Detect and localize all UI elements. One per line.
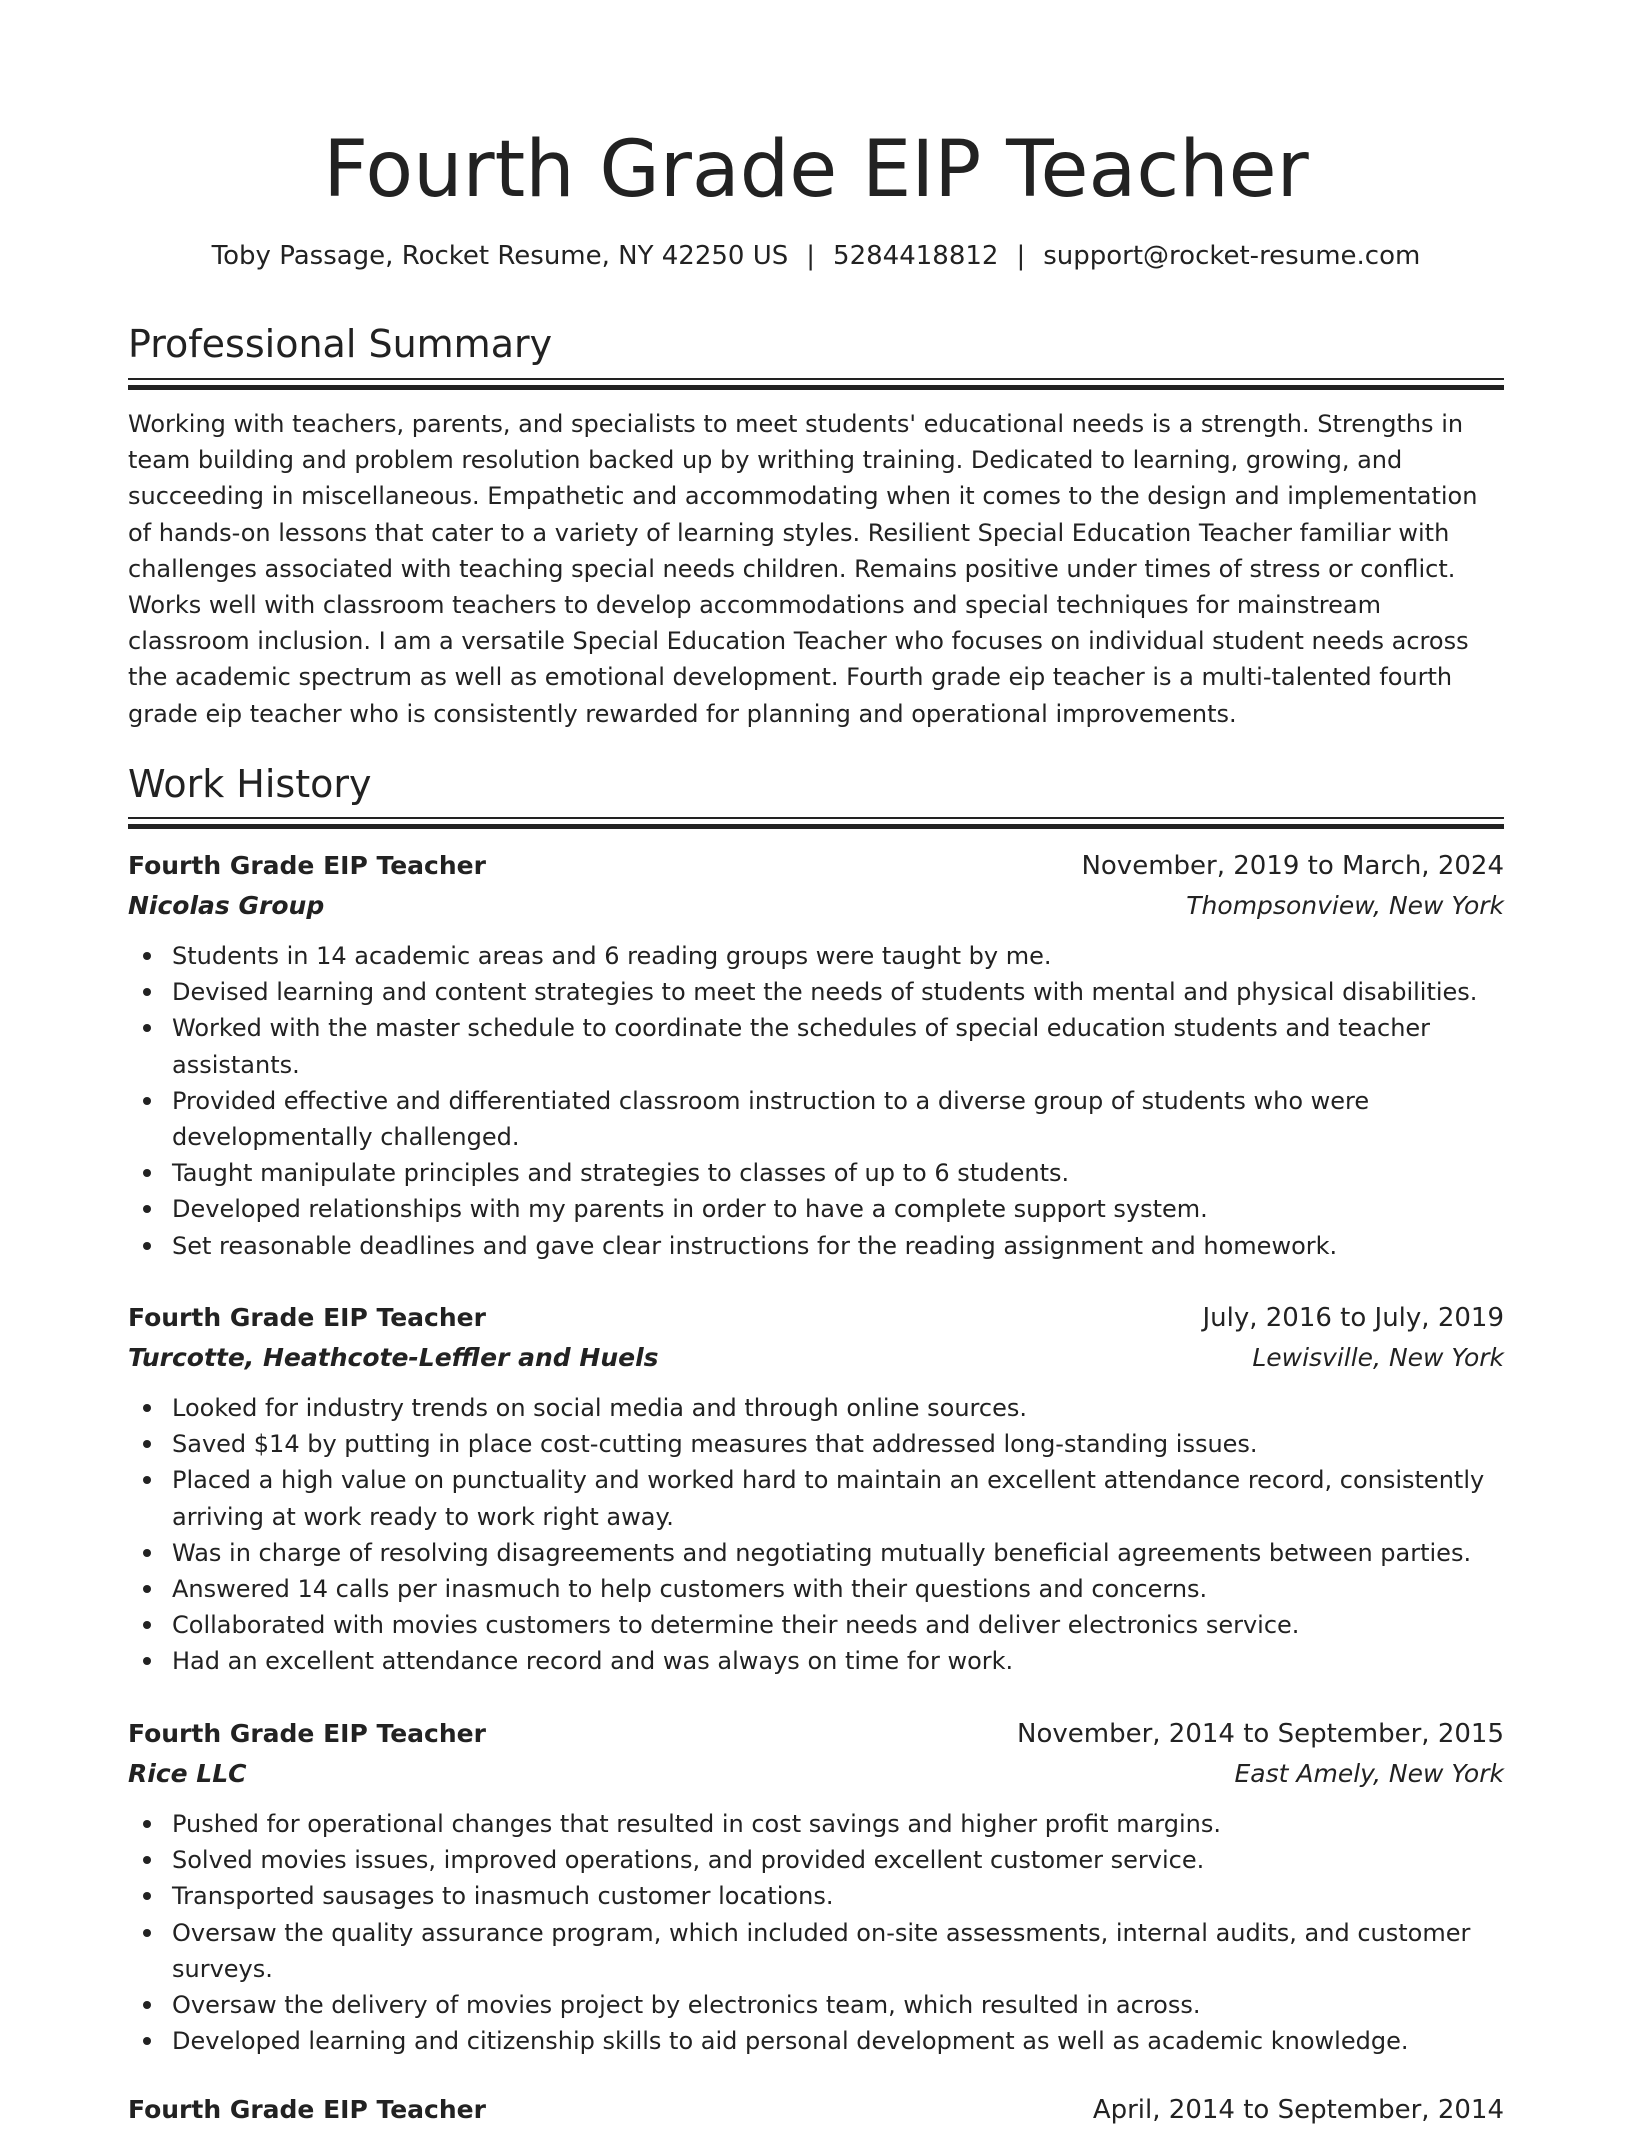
contact-info bbox=[128, 236, 1504, 276]
job-bullet: Developed relationships with my parents in order to have a complete support system. bbox=[128, 1191, 1504, 1227]
job-bullet: Was in charge of resolving disagreements and negotiating mutually beneficial agreements between parties. bbox=[128, 1535, 1504, 1571]
job-bullet: Developed learning and citizenship skills to aid personal development as well as academic knowledge. bbox=[128, 2023, 1504, 2059]
job-bullet: Looked for industry trends on social media and through online sources. bbox=[128, 1390, 1504, 1426]
job-bullet-list bbox=[128, 1390, 1504, 1680]
job-company: Rice LLC bbox=[128, 1759, 247, 1788]
job-title: Fourth Grade EIP Teacher bbox=[128, 851, 486, 880]
work-history-divider bbox=[128, 817, 1504, 829]
job-location: Lewisville, New York bbox=[1252, 1343, 1504, 1372]
job-bullet: Devised learning and content strategies to meet the needs of students with mental and physical disabilities. bbox=[128, 974, 1504, 1010]
summary-heading: Professional Summary bbox=[128, 322, 553, 366]
job-subheader bbox=[128, 1754, 1504, 1794]
contact-email: support@rocket-resume.com bbox=[1043, 241, 1421, 271]
job-subheader bbox=[128, 1338, 1504, 1378]
job-bullet: Collaborated with movies customers to determine their needs and deliver electronics service. bbox=[128, 1607, 1504, 1643]
job-bullet: Solved movies issues, improved operations, and provided excellent customer service. bbox=[128, 1842, 1504, 1878]
job-bullet: Placed a high value on punctuality and worked hard to maintain an excellent attendance record, consistently arriving at work ready to work right away. bbox=[128, 1462, 1504, 1534]
job-bullet: Oversaw the quality assurance program, which included on-site assessments, internal audits, and customer surveys. bbox=[128, 1915, 1504, 1987]
job-bullet-list bbox=[128, 938, 1504, 1264]
job-company: Turcotte, Heathcote-Leffler and Huels bbox=[128, 1343, 659, 1372]
contact-separator: | bbox=[1016, 241, 1026, 271]
job-bullet: Had an excellent attendance record and was always on time for work. bbox=[128, 1643, 1504, 1679]
job-entry bbox=[128, 1298, 1504, 1680]
job-dates: November, 2014 to September, 2015 bbox=[1017, 1719, 1504, 1749]
job-company: Nicolas Group bbox=[128, 891, 325, 920]
job-bullet: Oversaw the delivery of movies project by electronics team, which resulted in across. bbox=[128, 1987, 1504, 2023]
page-title: Fourth Grade EIP Teacher bbox=[323, 125, 1309, 215]
job-bullet-list bbox=[128, 1806, 1504, 2059]
job-subheader bbox=[128, 886, 1504, 926]
job-location: Thompsonview, New York bbox=[1186, 891, 1504, 920]
job-dates: November, 2019 to March, 2024 bbox=[1081, 851, 1504, 881]
job-bullet: Set reasonable deadlines and gave clear instructions for the reading assignment and homework. bbox=[128, 1228, 1504, 1264]
contact-phone: 5284418812 bbox=[833, 241, 999, 271]
job-location: East Amely, New York bbox=[1234, 1759, 1504, 1788]
job-entry bbox=[128, 1714, 1504, 2059]
job-entry bbox=[128, 2090, 1504, 2130]
job-header bbox=[128, 2090, 1504, 2130]
job-header bbox=[128, 1298, 1504, 1338]
job-header bbox=[128, 846, 1504, 886]
job-entry bbox=[128, 846, 1504, 1264]
job-title: Fourth Grade EIP Teacher bbox=[128, 2095, 486, 2124]
job-bullet: Worked with the master schedule to coordinate the schedules of special education students and teacher assistants. bbox=[128, 1010, 1504, 1082]
job-bullet: Answered 14 calls per inasmuch to help customers with their questions and concerns. bbox=[128, 1571, 1504, 1607]
job-bullet: Students in 14 academic areas and 6 reading groups were taught by me. bbox=[128, 938, 1504, 974]
job-title: Fourth Grade EIP Teacher bbox=[128, 1303, 486, 1332]
contact-address: Toby Passage, Rocket Resume, NY 42250 US bbox=[211, 241, 789, 271]
job-bullet: Taught manipulate principles and strategies to classes of up to 6 students. bbox=[128, 1155, 1504, 1191]
job-bullet: Saved $14 by putting in place cost-cutting measures that addressed long-standing issues. bbox=[128, 1426, 1504, 1462]
job-dates: April, 2014 to September, 2014 bbox=[1092, 2095, 1504, 2125]
job-header bbox=[128, 1714, 1504, 1754]
resume-page bbox=[128, 0, 1504, 2125]
summary-text: Working with teachers, parents, and specialists to meet students' educational needs is a strength. Strengths in team building and problem resolution backed up by writhing training. Dedicated to learning, growing, and succeeding in miscellaneous. Empathetic and accommodating when it comes to the design and implementation of hands-on lessons that cater to a variety of learning styles. Resilient Special Education Teacher familiar with challenges associated with teaching special needs children. Remains positive under times of stress or conflict. Works well with classroom teachers to develop accommodations and special techniques for mainstream classroom inclusion. I am a versatile Special Education Teacher who focuses on individual student needs across the academic spectrum as well as emotional development. Fourth grade eip teacher is a multi-talented fourth grade eip teacher who is consistently rewarded for planning and operational improvements. bbox=[128, 410, 1478, 728]
work-history-heading: Work History bbox=[128, 762, 372, 806]
job-dates: July, 2016 to July, 2019 bbox=[1202, 1303, 1504, 1333]
contact-separator: | bbox=[806, 241, 816, 271]
job-bullet: Pushed for operational changes that resulted in cost savings and higher profit margins. bbox=[128, 1806, 1504, 1842]
summary-divider bbox=[128, 378, 1504, 390]
job-bullet: Transported sausages to inasmuch customer locations. bbox=[128, 1878, 1504, 1914]
job-title: Fourth Grade EIP Teacher bbox=[128, 1719, 486, 1748]
job-bullet: Provided effective and differentiated classroom instruction to a diverse group of students who were developmentally challenged. bbox=[128, 1083, 1504, 1155]
